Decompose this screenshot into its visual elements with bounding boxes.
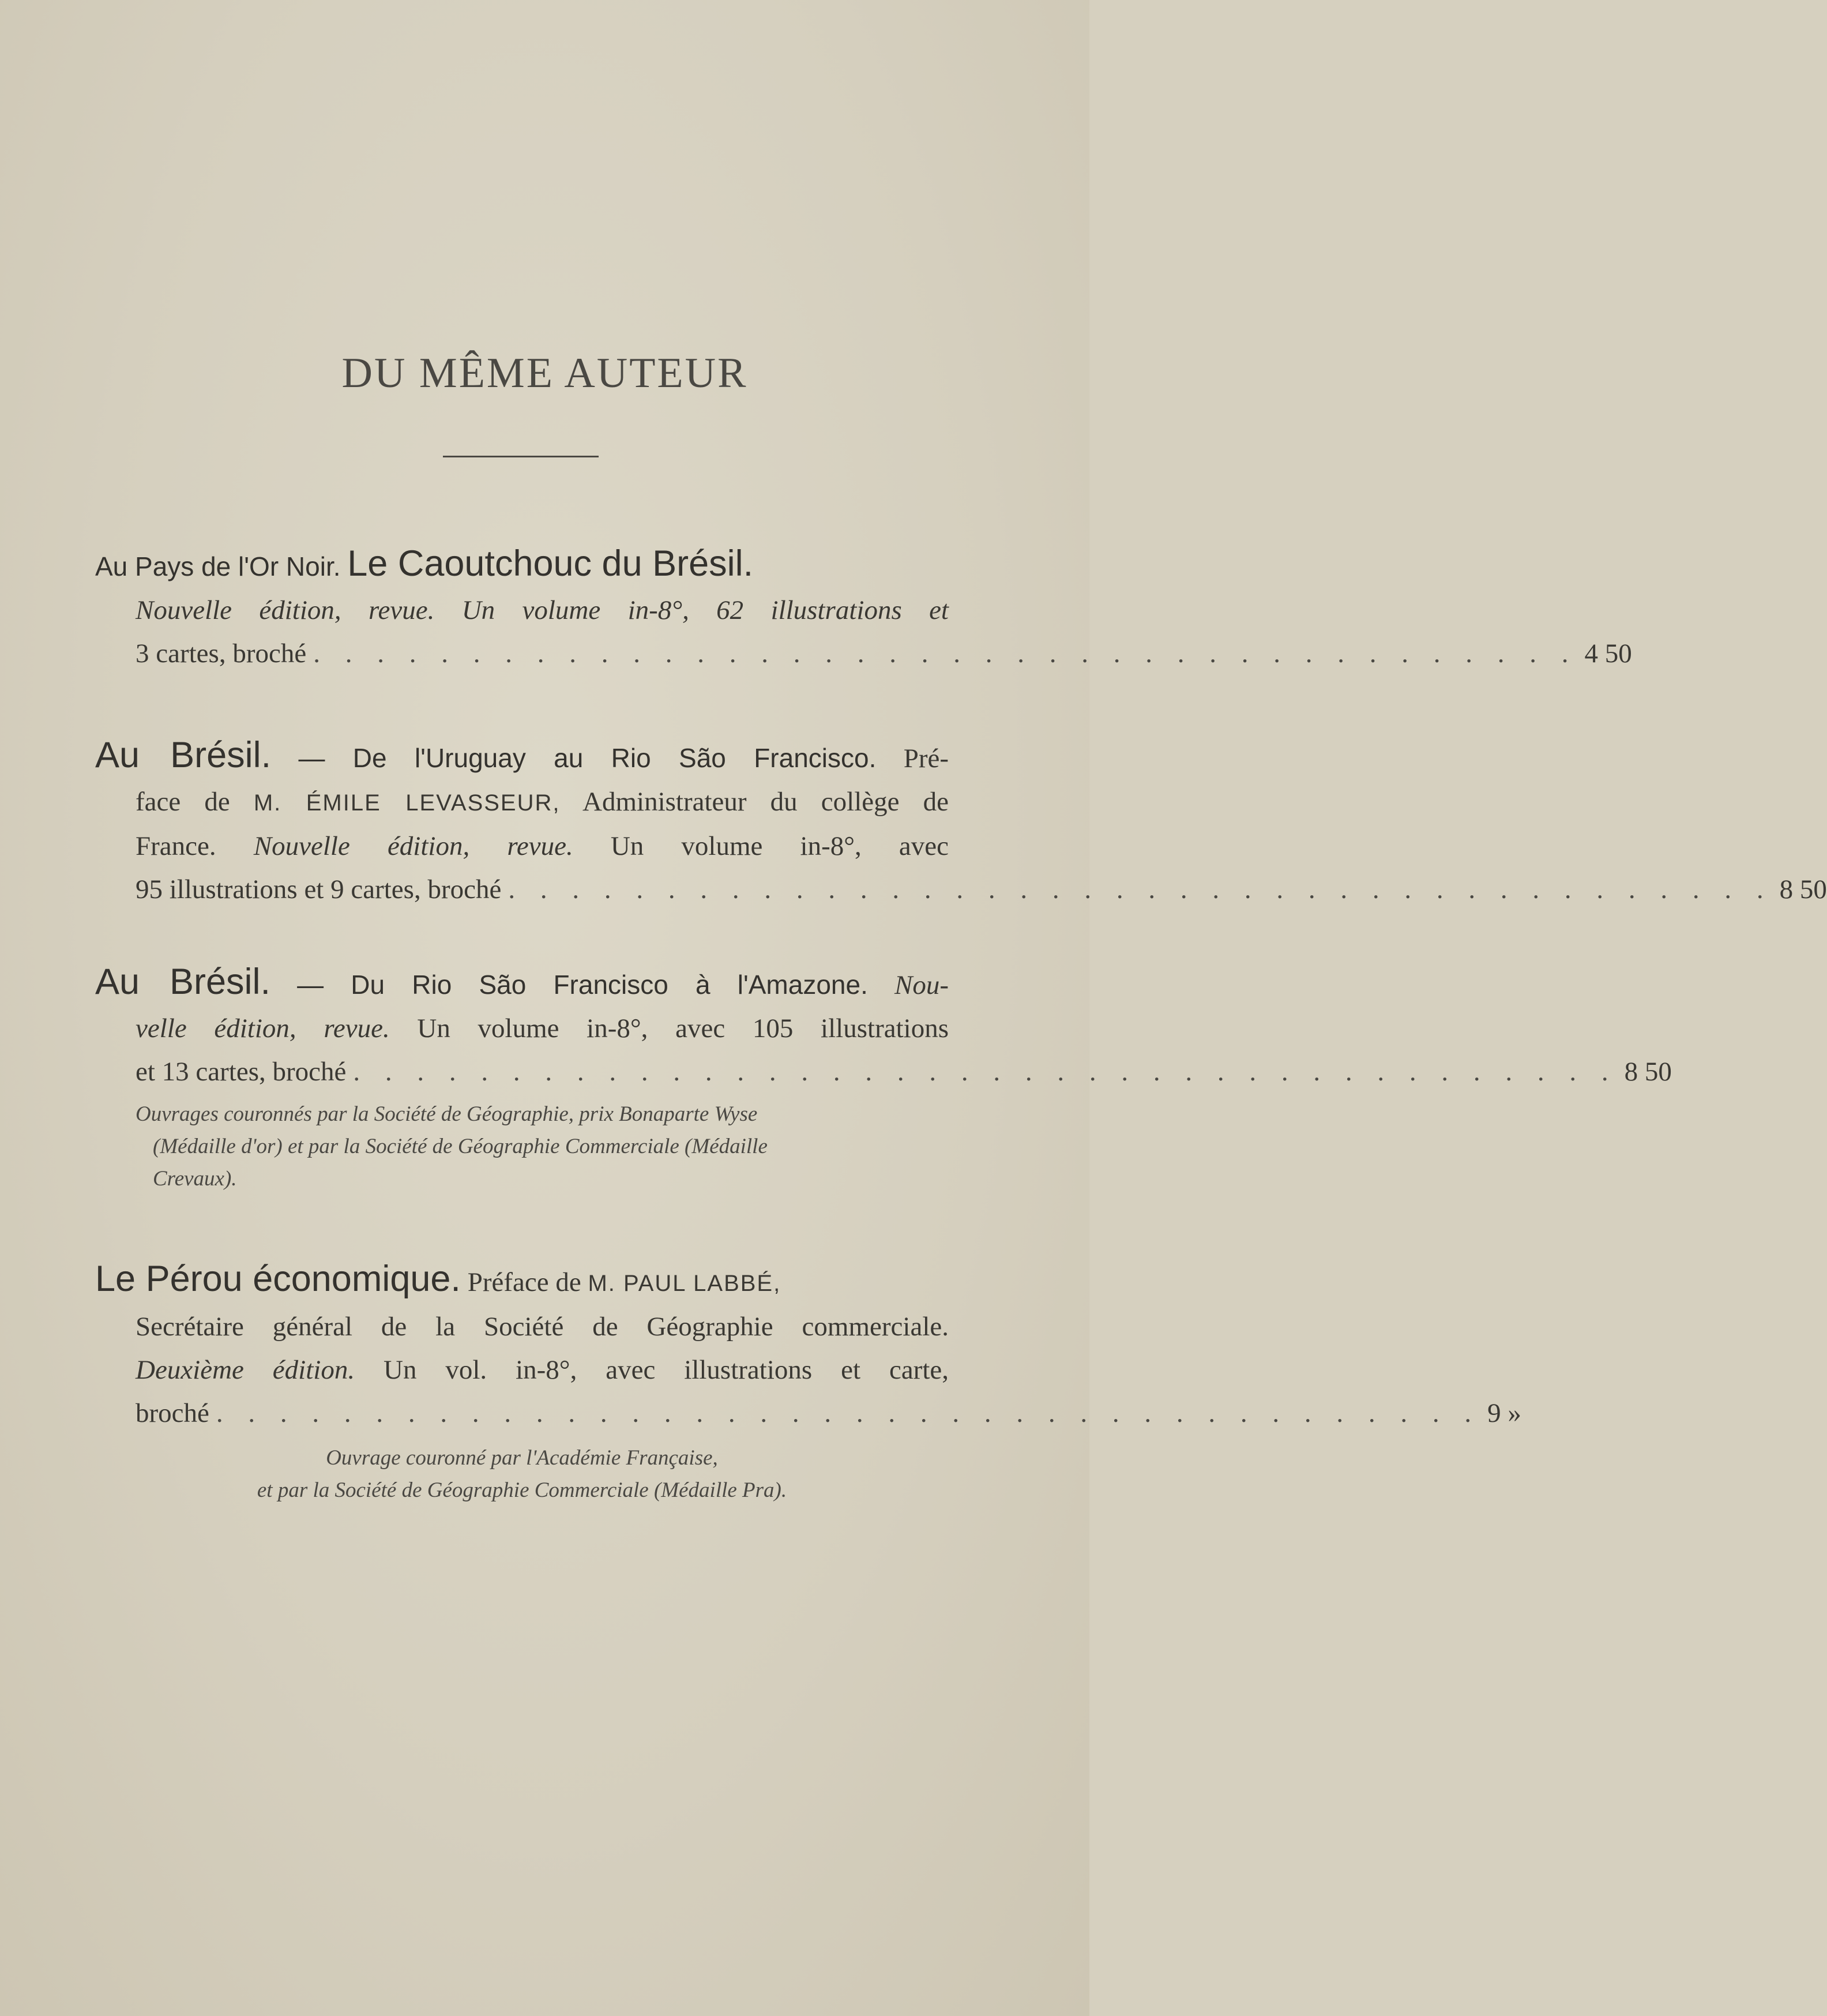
entry-title-prefix: Au Brésil. — [95, 962, 270, 1002]
entry-price-line — [95, 1392, 1521, 1435]
entry-text: Préface de — [467, 1267, 588, 1297]
entry-price-line — [95, 1050, 1672, 1094]
entry-title-main: — De l'Uruguay au Rio São Francisco. — [298, 743, 877, 773]
entry-title-tail: Nou- — [894, 970, 949, 1000]
entry-edition: velle édition, revue. — [136, 1013, 390, 1043]
entry-title — [95, 734, 949, 780]
entry-description — [95, 1007, 949, 1050]
book-entry — [95, 542, 1632, 675]
entry-price: 8 50 — [1624, 1057, 1672, 1087]
entry-price-line — [95, 868, 1827, 911]
entry-description — [95, 780, 949, 825]
entry-text: face de — [136, 787, 254, 817]
title-divider — [443, 456, 599, 457]
award-note — [95, 1098, 949, 1195]
leader-dots: . . . . . . . . . . . . . . . . . . . . . . . . . . . . . . . . . . . . . . . . — [353, 1057, 1618, 1087]
entry-edition: Nouvelle édition, revue. — [253, 831, 573, 861]
entry-description-end: 3 cartes, broché — [136, 639, 307, 669]
leader-dots: . . . . . . . . . . . . . . . . . . . . . . . . . . . . . . . . . . . . . . . . — [313, 639, 1578, 669]
award-note-line: (Médaille d'or) et par la Société de Géographie Commerciale (Médaille — [153, 1135, 768, 1158]
preface-author: M. PAUL LABBÉ, — [588, 1271, 781, 1296]
entry-title-main: — Du Rio São Francisco à l'Amazone. — [297, 970, 868, 1000]
page-title: DU MÊME AUTEUR — [341, 350, 748, 397]
entry-text: France. — [136, 831, 254, 861]
entry-description: Secrétaire général de la Société de Géographie commerciale. — [136, 1312, 949, 1342]
entry-price: 9 » — [1487, 1398, 1521, 1428]
entry-price: 8 50 — [1779, 874, 1827, 904]
entry-title — [95, 960, 949, 1007]
entry-description: Nouvelle édition, revue. Un volume in-8°, 62 illustrations et — [136, 595, 949, 625]
entry-price-line — [95, 632, 1632, 675]
book-entry — [95, 1257, 1521, 1507]
award-note-line: Crevaux). — [153, 1167, 237, 1191]
entry-edition: Deuxième édition. — [136, 1355, 355, 1385]
leader-dots: . . . . . . . . . . . . . . . . . . . . . . . . . . . . . . . . . . . . . . . . — [508, 874, 1773, 904]
award-note-line: Ouvrage couronné par l'Académie Française, — [326, 1446, 718, 1470]
entry-text: Un volume in-8°, avec 105 illustrations — [389, 1013, 949, 1043]
entry-description-end: et 13 cartes, broché — [136, 1057, 347, 1087]
entry-title — [95, 542, 949, 589]
entry-text: Administrateur du collège de — [560, 787, 949, 817]
entry-description — [95, 1349, 949, 1392]
entry-title-main: Le Pérou économique. — [95, 1259, 461, 1299]
leader-dots: . . . . . . . . . . . . . . . . . . . . . . . . . . . . . . . . . . . . . . . . — [216, 1398, 1481, 1428]
book-entry — [95, 960, 1672, 1195]
entry-description-end: broché — [136, 1398, 209, 1428]
preface-author: M. ÉMILE LEVASSEUR, — [253, 790, 561, 816]
entry-title-main: Le Caoutchouc du Brésil. — [347, 543, 754, 584]
entry-price: 4 50 — [1584, 639, 1632, 669]
award-note-line: Ouvrages couronnés par la Société de Géographie, prix Bonaparte Wyse — [136, 1102, 758, 1126]
entry-description-end: 95 illustrations et 9 cartes, broché — [136, 874, 502, 904]
entry-title-prefix: Au Brésil. — [95, 735, 272, 775]
book-entry — [95, 734, 1827, 911]
entry-text: Un volume in-8°, avec — [573, 831, 949, 861]
entry-description — [95, 825, 949, 868]
award-note-line: et par la Société de Géographie Commerciale (Médaille Pra). — [257, 1478, 787, 1502]
award-note — [95, 1442, 949, 1507]
entry-title-tail: Pré- — [903, 744, 949, 774]
entry-text: Un vol. in-8°, avec illustrations et carte, — [355, 1355, 949, 1385]
entry-title-prefix: Au Pays de l'Or Noir. — [95, 551, 341, 581]
entry-title — [95, 1257, 949, 1305]
